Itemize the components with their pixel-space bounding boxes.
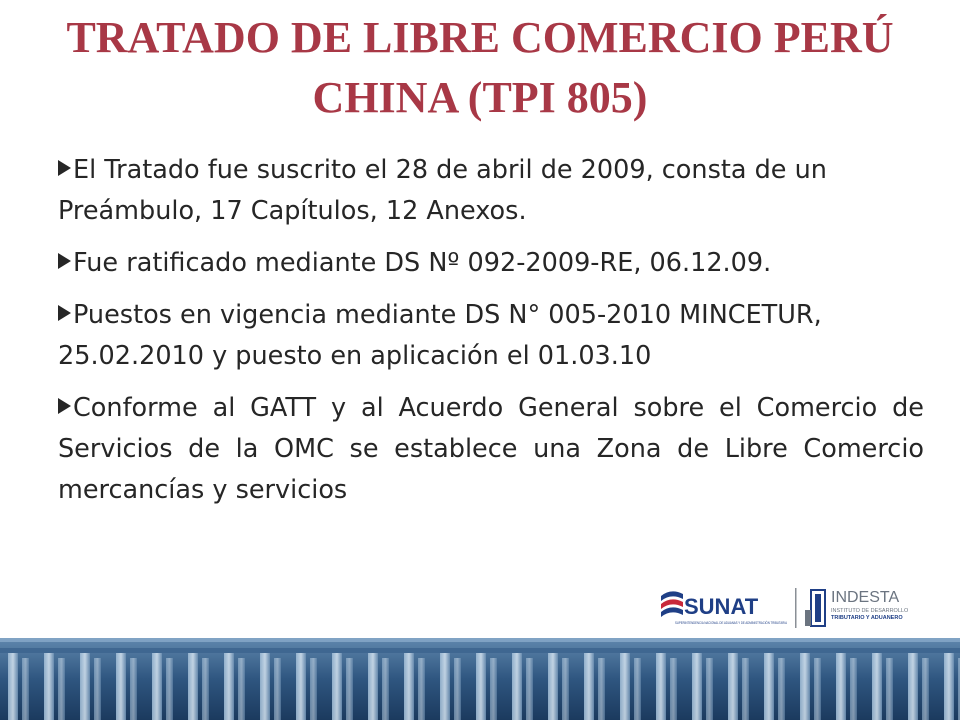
flag-stripes-icon [661,591,683,617]
bullet-text: Conforme al GATT y al Acuerdo General sobre el Comercio de Servicios de la OMC se establece una Zona de Libre Comercio mercancías y servicios [58,393,924,505]
arrow-bullet-icon [58,398,71,414]
sunat-wordmark: SUNAT [684,594,759,619]
footer-banner-image [0,638,960,720]
bullet-text: Puestos en vigencia mediante DS N° 005-2010 MINCETUR, 25.02.2010 y puesto en aplicación el 01.03.10 [58,300,822,371]
bullet-item [58,150,924,232]
arrow-bullet-icon [58,160,71,176]
slide-title [0,8,960,128]
bullet-text: El Tratado fue suscrito el 28 de abril de 2009, consta de un Preámbulo, 17 Capítulos, 12 Anexos. [58,155,827,226]
arrow-bullet-icon [58,253,71,269]
sunat-logo [661,591,811,625]
indesta-caption-line-2: TRIBUTARIO Y ADUANERO [831,615,903,621]
indesta-wordmark: INDESTA [831,589,900,606]
bullet-list [58,150,924,522]
indesta-logo [805,589,909,626]
slide-title-line-2: CHINA (TPI 805) [312,73,648,122]
sunat-caption: SUPERINTENDENCIA NACIONAL DE ADUANAS Y DE ADMINISTRACIÓN TRIBUTARIA [675,621,811,625]
logo-divider [795,588,797,628]
logo-area [655,580,945,636]
bullet-item [58,295,924,377]
indesta-caption-line-1: INSTITUTO DE DESARROLLO [831,608,909,614]
bullet-item [58,243,924,284]
building-icon [805,590,825,626]
bullet-item [58,388,924,511]
arrow-bullet-icon [58,305,71,321]
slide-title-line-1: TRATADO DE LIBRE COMERCIO PERÚ [66,13,894,62]
bullet-text: Fue ratificado mediante DS Nº 092-2009-RE, 06.12.09. [73,248,772,278]
